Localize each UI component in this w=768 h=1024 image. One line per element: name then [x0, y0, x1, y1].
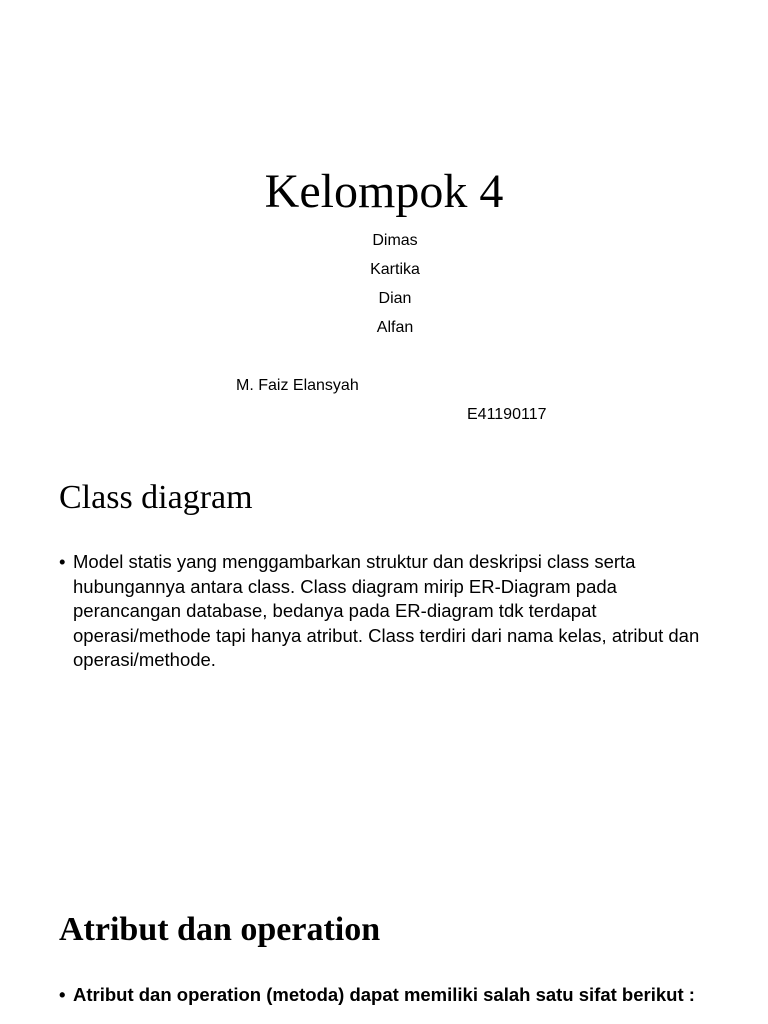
member-list [0, 226, 768, 423]
bullet-item [59, 983, 709, 1008]
member-name: Dimas [372, 232, 418, 249]
bullet-list [59, 550, 709, 673]
member-name: Alfan [376, 319, 414, 336]
slide-class-diagram [0, 436, 768, 868]
member-name: Dian [378, 290, 412, 307]
bullet-text: Model statis yang menggambarkan struktur dan deskripsi class serta hubungannya antara class. Class diagram mirip ER-Diagram pada perancangan database, bedanya pada ER-diagram tdk terdapat operasi/methode tapi hanya atribut. Class terdiri dari nama kelas, atribut dan operasi/methode. [73, 551, 700, 670]
bullet-icon: • [59, 551, 66, 572]
member-name: Kartika [370, 261, 420, 278]
member-name: M. Faiz Elansyah [236, 377, 359, 394]
slide-title [0, 0, 768, 436]
bullet-text: Atribut dan operation (metoda) dapat memiliki salah satu sifat berikut : [73, 984, 695, 1005]
slide-heading: Class diagram [59, 479, 253, 516]
presentation-title: Kelompok 4 [264, 165, 504, 218]
bullet-icon: • [59, 984, 66, 1005]
slide-atribut-operation [0, 868, 768, 1024]
bullet-list [59, 983, 709, 1008]
bullet-item [59, 550, 709, 673]
member-student-id: E41190117 [467, 406, 547, 423]
member-row-with-id [0, 342, 768, 423]
slide-heading: Atribut dan operation [59, 911, 381, 948]
